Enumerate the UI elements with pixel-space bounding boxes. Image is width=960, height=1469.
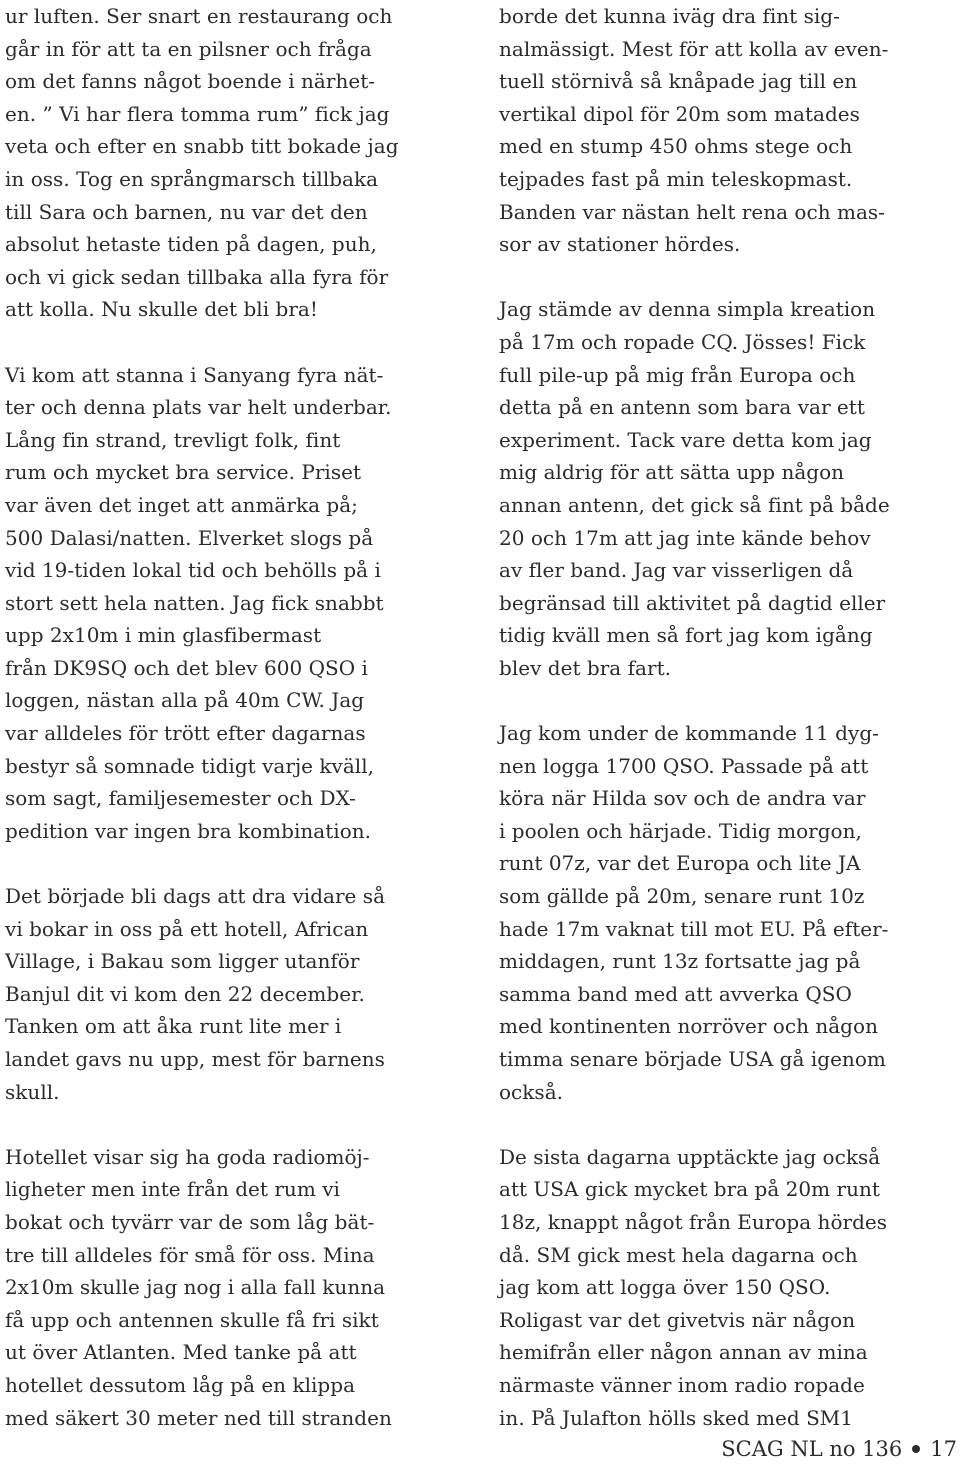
text-line: ter och denna plats var helt underbar. <box>5 395 392 420</box>
right-paragraph-1 <box>499 0 957 261</box>
text-line: upp 2x10m i min glasfibermast <box>5 623 322 648</box>
text-line: vid 19-tiden lokal tid och behölls på i <box>5 558 381 583</box>
text-line: mig aldrig för att sätta upp någon <box>499 460 845 485</box>
paragraph-gap <box>499 261 957 294</box>
right-paragraph-3 <box>499 717 957 1108</box>
text-line: nalmässigt. Mest för att kolla av even- <box>499 36 889 61</box>
left-paragraph-3 <box>5 880 463 1108</box>
paragraph-gap <box>499 1108 957 1141</box>
text-line: tidig kväll men så fort jag kom igång <box>499 623 873 648</box>
text-line: bokat och tyvärr var de som låg bät- <box>5 1209 375 1234</box>
text-line: Jag kom under de kommande 11 dyg- <box>499 721 879 746</box>
left-paragraph-2 <box>5 359 463 848</box>
text-line: veta och efter en snabb titt bokade jag <box>5 134 399 159</box>
text-line: hemifrån eller någon annan av mina <box>499 1340 868 1365</box>
text-line: närmaste vänner inom radio ropade <box>499 1372 865 1397</box>
text-line: rum och mycket bra service. Priset <box>5 460 362 485</box>
right-paragraph-2 <box>499 293 957 684</box>
text-line: en. ” Vi har flera tomma rum” fick jag <box>5 101 390 126</box>
text-line: annan antenn, det gick så fint på både <box>499 492 890 517</box>
text-line: hade 17m vaknat till mot EU. På efter- <box>499 916 889 941</box>
right-paragraph-4 <box>499 1141 957 1434</box>
text-line: nen logga 1700 QSO. Passade på att <box>499 753 869 778</box>
text-line: också. <box>499 1079 564 1104</box>
text-line: går in för att ta en pilsner och fråga <box>5 36 372 61</box>
text-line: vertikal dipol för 20m som matades <box>499 101 860 126</box>
text-line: hotellet dessutom låg på en klippa <box>5 1372 356 1397</box>
text-line: tre till alldeles för små för oss. Mina <box>5 1242 375 1267</box>
text-line: Banjul dit vi kom den 22 december. <box>5 981 365 1006</box>
text-line: Hotellet visar sig ha goda radiomöj- <box>5 1144 370 1169</box>
text-line: begränsad till aktivitet på dagtid eller <box>499 590 886 615</box>
paragraph-gap <box>499 684 957 717</box>
text-line: köra när Hilda sov och de andra var <box>499 786 866 811</box>
text-line: Det började bli dags att dra vidare så <box>5 884 386 909</box>
text-line: Roligast var det givetvis när någon <box>499 1307 856 1332</box>
text-line: Village, i Bakau som ligger utanför <box>5 949 360 974</box>
text-line: med en stump 450 ohms stege och <box>499 134 853 159</box>
text-line: av fler band. Jag var visserligen då <box>499 558 854 583</box>
text-line: loggen, nästan alla på 40m CW. Jag <box>5 688 365 713</box>
text-line: Jag stämde av denna simpla kreation <box>499 297 876 322</box>
text-line: då. SM gick mest hela dagarna och <box>499 1242 858 1267</box>
right-column <box>499 0 957 1434</box>
text-line: bestyr så somnade tidigt varje kväll, <box>5 753 375 778</box>
text-line: Vi kom att stanna i Sanyang fyra nät- <box>5 362 384 387</box>
text-line: som sagt, familjesemester och DX- <box>5 786 356 811</box>
text-line: Tanken om att åka runt lite mer i <box>5 1014 342 1039</box>
text-line: med kontinenten norröver och någon <box>499 1014 878 1039</box>
text-line: 500 Dalasi/natten. Elverket slogs på <box>5 525 374 550</box>
paragraph-gap <box>5 847 463 880</box>
text-line: middagen, runt 13z fortsatte jag på <box>499 949 861 974</box>
text-line: pedition var ingen bra kombination. <box>5 818 372 843</box>
text-line: var alldeles för trött efter dagarnas <box>5 721 366 746</box>
text-line: runt 07z, var det Europa och lite JA <box>499 851 861 876</box>
text-line: Lång fin strand, trevligt folk, fint <box>5 427 341 452</box>
page-number: 17 <box>930 1437 957 1461</box>
text-line: var även det inget att anmärka på; <box>5 492 358 517</box>
text-line: stort sett hela natten. Jag fick snabbt <box>5 590 384 615</box>
text-line: från DK9SQ och det blev 600 QSO i <box>5 655 368 680</box>
text-line: absolut hetaste tiden på dagen, puh, <box>5 232 377 257</box>
text-line: borde det kunna iväg dra fint sig- <box>499 4 840 28</box>
text-line: tuell störnivå så knåpade jag till en <box>499 69 858 94</box>
text-line: ut över Atlanten. Med tanke på att <box>5 1340 357 1365</box>
text-line: in. På Julafton hölls sked med SM1 <box>499 1405 854 1430</box>
left-paragraph-4 <box>5 1141 463 1434</box>
text-line: som gällde på 20m, senare runt 10z <box>499 884 865 909</box>
text-line: 20 och 17m att jag inte kände behov <box>499 525 871 550</box>
bullet-separator-icon <box>912 1445 920 1453</box>
text-line: in oss. Tog en språngmarsch tillbaka <box>5 166 379 191</box>
text-line: att kolla. Nu skulle det bli bra! <box>5 297 318 322</box>
text-line: få upp och antennen skulle få fri sikt <box>5 1307 379 1332</box>
text-line: Banden var nästan helt rena och mas- <box>499 199 885 224</box>
text-line: på 17m och ropade CQ. Jösses! Fick <box>499 329 866 354</box>
text-line: tejpades fast på min teleskopmast. <box>499 166 853 191</box>
text-line: ur luften. Ser snart en restaurang och <box>5 4 393 28</box>
text-line: landet gavs nu upp, mest för barnens <box>5 1047 385 1071</box>
text-line: samma band med att avverka QSO <box>499 981 852 1006</box>
text-line: sor av stationer hördes. <box>499 232 741 257</box>
paragraph-gap <box>5 1108 463 1141</box>
text-line: jag kom att logga över 150 QSO. <box>499 1275 831 1300</box>
text-line: ligheter men inte från det rum vi <box>5 1177 340 1202</box>
page-footer <box>721 1429 957 1469</box>
text-line: vi bokar in oss på ett hotell, African <box>5 916 369 941</box>
text-line: blev det bra fart. <box>499 655 672 680</box>
text-line: och vi gick sedan tillbaka alla fyra för <box>5 264 389 289</box>
text-line: experiment. Tack vare detta kom jag <box>499 427 872 452</box>
text-line: i poolen och härjade. Tidig morgon, <box>499 818 862 843</box>
text-line: detta på en antenn som bara var ett <box>499 395 865 420</box>
text-line: 2x10m skulle jag nog i alla fall kunna <box>5 1275 386 1300</box>
text-line: till Sara och barnen, nu var det den <box>5 199 368 224</box>
left-column <box>5 0 463 1434</box>
paragraph-gap <box>5 326 463 359</box>
left-paragraph-1 <box>5 0 463 326</box>
text-line: De sista dagarna upptäckte jag också <box>499 1144 881 1169</box>
text-line: med säkert 30 meter ned till stranden <box>5 1405 392 1430</box>
text-line: att USA gick mycket bra på 20m runt <box>499 1177 880 1202</box>
text-line: om det fanns något boende i närhet- <box>5 69 376 94</box>
text-line: skull. <box>5 1079 60 1104</box>
text-line: timma senare började USA gå igenom <box>499 1047 886 1071</box>
text-line: 18z, knappt något från Europa hördes <box>499 1209 888 1234</box>
text-line: full pile-up på mig från Europa och <box>499 362 856 387</box>
publication-name: SCAG NL no 136 <box>721 1437 903 1461</box>
